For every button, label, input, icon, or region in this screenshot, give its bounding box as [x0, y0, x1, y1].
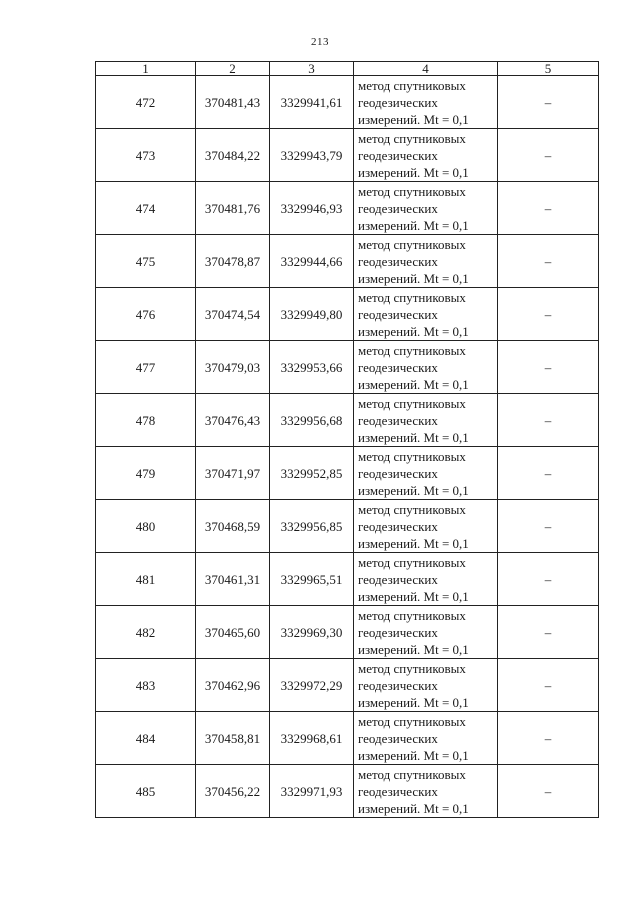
- method-line: измерений. Mt = 0,1: [358, 270, 469, 286]
- note-cell: –: [498, 182, 599, 235]
- point-number-cell: 479: [96, 447, 196, 500]
- method-line: метод спутниковых: [358, 554, 466, 570]
- method-cell: [354, 712, 498, 765]
- y-coordinate-cell: 3329943,79: [270, 129, 354, 182]
- y-coordinate-cell: 3329956,85: [270, 500, 354, 553]
- method-line: геодезических: [358, 359, 438, 375]
- note-cell: –: [498, 235, 599, 288]
- method-line: геодезических: [358, 147, 438, 163]
- x-coordinate-cell: 370481,43: [196, 76, 270, 129]
- method-line: метод спутниковых: [358, 501, 466, 517]
- method-line: метод спутниковых: [358, 342, 466, 358]
- point-number-cell: 477: [96, 341, 196, 394]
- method-line: метод спутниковых: [358, 77, 466, 93]
- point-number-cell: 472: [96, 76, 196, 129]
- method-line: измерений. Mt = 0,1: [358, 535, 469, 551]
- method-line: метод спутниковых: [358, 130, 466, 146]
- note-cell: –: [498, 394, 599, 447]
- header-col-3: 3: [270, 62, 354, 76]
- method-cell: [354, 765, 498, 818]
- method-line: геодезических: [358, 412, 438, 428]
- method-line: метод спутниковых: [358, 660, 466, 676]
- method-line: геодезических: [358, 518, 438, 534]
- point-number-cell: 474: [96, 182, 196, 235]
- x-coordinate-cell: 370468,59: [196, 500, 270, 553]
- table-row: [96, 129, 599, 182]
- y-coordinate-cell: 3329971,93: [270, 765, 354, 818]
- note-cell: –: [498, 129, 599, 182]
- method-line: метод спутниковых: [358, 448, 466, 464]
- header-col-1: 1: [96, 62, 196, 76]
- method-line: измерений. Mt = 0,1: [358, 111, 469, 127]
- y-coordinate-cell: 3329941,61: [270, 76, 354, 129]
- table-body: [96, 76, 599, 818]
- x-coordinate-cell: 370471,97: [196, 447, 270, 500]
- y-coordinate-cell: 3329965,51: [270, 553, 354, 606]
- x-coordinate-cell: 370479,03: [196, 341, 270, 394]
- method-cell: [354, 129, 498, 182]
- method-line: геодезических: [358, 306, 438, 322]
- note-cell: –: [498, 500, 599, 553]
- x-coordinate-cell: 370481,76: [196, 182, 270, 235]
- point-number-cell: 475: [96, 235, 196, 288]
- method-cell: [354, 447, 498, 500]
- method-line: метод спутниковых: [358, 713, 466, 729]
- point-number-cell: 483: [96, 659, 196, 712]
- table-header: [96, 62, 599, 76]
- table-row: [96, 76, 599, 129]
- table-row: [96, 341, 599, 394]
- y-coordinate-cell: 3329956,68: [270, 394, 354, 447]
- note-cell: –: [498, 447, 599, 500]
- method-line: измерений. Mt = 0,1: [358, 376, 469, 392]
- y-coordinate-cell: 3329949,80: [270, 288, 354, 341]
- table-row: [96, 235, 599, 288]
- note-cell: –: [498, 288, 599, 341]
- note-cell: –: [498, 341, 599, 394]
- method-line: геодезических: [358, 94, 438, 110]
- point-number-cell: 482: [96, 606, 196, 659]
- method-line: метод спутниковых: [358, 183, 466, 199]
- table-row: [96, 447, 599, 500]
- y-coordinate-cell: 3329969,30: [270, 606, 354, 659]
- point-number-cell: 481: [96, 553, 196, 606]
- y-coordinate-cell: 3329953,66: [270, 341, 354, 394]
- method-cell: [354, 394, 498, 447]
- method-line: измерений. Mt = 0,1: [358, 800, 469, 816]
- note-cell: –: [498, 76, 599, 129]
- x-coordinate-cell: 370456,22: [196, 765, 270, 818]
- method-line: геодезических: [358, 465, 438, 481]
- x-coordinate-cell: 370462,96: [196, 659, 270, 712]
- table-row: [96, 288, 599, 341]
- y-coordinate-cell: 3329972,29: [270, 659, 354, 712]
- method-cell: [354, 288, 498, 341]
- method-line: измерений. Mt = 0,1: [358, 429, 469, 445]
- x-coordinate-cell: 370484,22: [196, 129, 270, 182]
- method-line: геодезических: [358, 571, 438, 587]
- header-col-5: 5: [498, 62, 599, 76]
- method-line: геодезических: [358, 730, 438, 746]
- method-line: измерений. Mt = 0,1: [358, 641, 469, 657]
- method-line: измерений. Mt = 0,1: [358, 323, 469, 339]
- point-number-cell: 473: [96, 129, 196, 182]
- method-cell: [354, 606, 498, 659]
- y-coordinate-cell: 3329952,85: [270, 447, 354, 500]
- point-number-cell: 478: [96, 394, 196, 447]
- table-row: [96, 394, 599, 447]
- method-line: метод спутниковых: [358, 766, 466, 782]
- method-line: метод спутниковых: [358, 289, 466, 305]
- x-coordinate-cell: 370465,60: [196, 606, 270, 659]
- method-line: геодезических: [358, 253, 438, 269]
- header-col-2: 2: [196, 62, 270, 76]
- page-number: 213: [311, 36, 329, 48]
- method-cell: [354, 341, 498, 394]
- point-number-cell: 484: [96, 712, 196, 765]
- x-coordinate-cell: 370458,81: [196, 712, 270, 765]
- y-coordinate-cell: 3329944,66: [270, 235, 354, 288]
- note-cell: –: [498, 606, 599, 659]
- table-row: [96, 182, 599, 235]
- table-row: [96, 659, 599, 712]
- method-line: геодезических: [358, 783, 438, 799]
- x-coordinate-cell: 370478,87: [196, 235, 270, 288]
- header-row: [96, 62, 599, 76]
- method-line: метод спутниковых: [358, 236, 466, 252]
- method-cell: [354, 500, 498, 553]
- method-line: геодезических: [358, 677, 438, 693]
- method-cell: [354, 553, 498, 606]
- method-line: геодезических: [358, 200, 438, 216]
- method-line: измерений. Mt = 0,1: [358, 217, 469, 233]
- point-number-cell: 480: [96, 500, 196, 553]
- method-line: метод спутниковых: [358, 395, 466, 411]
- x-coordinate-cell: 370476,43: [196, 394, 270, 447]
- note-cell: –: [498, 712, 599, 765]
- note-cell: –: [498, 553, 599, 606]
- y-coordinate-cell: 3329968,61: [270, 712, 354, 765]
- table-row: [96, 500, 599, 553]
- point-number-cell: 476: [96, 288, 196, 341]
- method-cell: [354, 76, 498, 129]
- table-row: [96, 553, 599, 606]
- y-coordinate-cell: 3329946,93: [270, 182, 354, 235]
- table-row: [96, 765, 599, 818]
- method-line: измерений. Mt = 0,1: [358, 164, 469, 180]
- method-line: измерений. Mt = 0,1: [358, 694, 469, 710]
- x-coordinate-cell: 370474,54: [196, 288, 270, 341]
- table-row: [96, 712, 599, 765]
- method-line: метод спутниковых: [358, 607, 466, 623]
- method-line: геодезических: [358, 624, 438, 640]
- header-col-4: 4: [354, 62, 498, 76]
- x-coordinate-cell: 370461,31: [196, 553, 270, 606]
- point-number-cell: 485: [96, 765, 196, 818]
- note-cell: –: [498, 765, 599, 818]
- table-row: [96, 606, 599, 659]
- method-cell: [354, 659, 498, 712]
- method-cell: [354, 182, 498, 235]
- method-cell: [354, 235, 498, 288]
- coordinates-table: [95, 61, 599, 818]
- method-line: измерений. Mt = 0,1: [358, 747, 469, 763]
- method-line: измерений. Mt = 0,1: [358, 482, 469, 498]
- method-line: измерений. Mt = 0,1: [358, 588, 469, 604]
- note-cell: –: [498, 659, 599, 712]
